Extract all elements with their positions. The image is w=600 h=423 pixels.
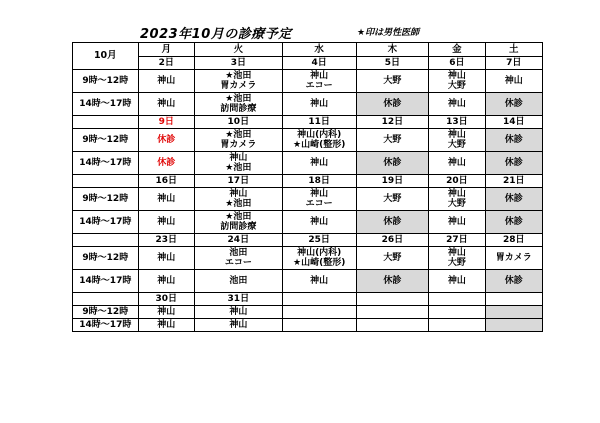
date-row [73, 234, 543, 247]
cell-line: 胃カメラ [220, 140, 257, 150]
slot-label: 14時～17時 [73, 211, 139, 234]
schedule-cell [194, 188, 282, 211]
weekday-header-row [73, 43, 543, 57]
cell-line: 神山 [447, 248, 466, 258]
cell-line: 訪問診療 [220, 104, 257, 114]
schedule-cell [356, 129, 429, 152]
cell-line: 大野 [383, 76, 402, 86]
schedule-cell [356, 319, 429, 332]
cell-line: ★池田 [225, 199, 252, 209]
schedule-cell [485, 247, 543, 270]
cell-line: 神山 [229, 153, 248, 163]
cell-line: 大野 [383, 253, 402, 263]
date-cell: 30日 [138, 293, 194, 306]
cell-line: 神山 [310, 276, 329, 286]
cell-line: 神山 [157, 320, 176, 330]
schedule-cell [429, 319, 485, 332]
schedule-cell [356, 188, 429, 211]
cell-line: ★池田 [225, 71, 252, 81]
schedule-cell [429, 152, 485, 175]
date-cell: 3日 [194, 57, 282, 70]
schedule-cell [282, 129, 356, 152]
cell-line: 休診 [157, 135, 176, 145]
cell-line: 神山 [504, 76, 523, 86]
date-cell: 13日 [429, 116, 485, 129]
date-cell: 17日 [194, 175, 282, 188]
schedule-cell [356, 152, 429, 175]
weekday-thu: 木 [356, 43, 429, 57]
date-row [73, 293, 543, 306]
schedule-table [72, 42, 543, 332]
date-cell: 2日 [138, 57, 194, 70]
cell-line: 神山 [157, 217, 176, 227]
date-cell: 11日 [282, 116, 356, 129]
cell-line: 胃カメラ [220, 81, 257, 91]
schedule-cell [138, 152, 194, 175]
schedule-cell [429, 247, 485, 270]
cell-line: 大野 [447, 258, 466, 268]
date-row-label [73, 293, 139, 306]
date-cell: 28日 [485, 234, 543, 247]
date-cell: 21日 [485, 175, 543, 188]
cell-line: 休診 [383, 158, 402, 168]
cell-line: 神山 [229, 320, 248, 330]
schedule-cell [194, 247, 282, 270]
cell-line: 神山 [157, 76, 176, 86]
date-cell: 23日 [138, 234, 194, 247]
cell-line: ★池田 [225, 212, 252, 222]
cell-line: 池田 [229, 276, 248, 286]
date-cell: 10日 [194, 116, 282, 129]
cell-line: 神山 [310, 158, 329, 168]
cell-line: 神山 [229, 307, 248, 317]
date-cell: 9日 [138, 116, 194, 129]
cell-line: 大野 [447, 199, 466, 209]
cell-line: 大野 [447, 140, 466, 150]
slot-row-am [73, 306, 543, 319]
cell-line: 大野 [383, 194, 402, 204]
weekday-sat: 土 [485, 43, 543, 57]
cell-line: エコー [224, 258, 252, 268]
slot-label: 9時～12時 [73, 188, 139, 211]
date-cell: 20日 [429, 175, 485, 188]
cell-line: 訪問診療 [220, 222, 257, 232]
cell-line: 神山 [447, 71, 466, 81]
slot-row-am [73, 129, 543, 152]
schedule-cell [485, 306, 543, 319]
slot-row-am [73, 247, 543, 270]
date-cell: 19日 [356, 175, 429, 188]
schedule-cell [194, 152, 282, 175]
slot-row-pm [73, 152, 543, 175]
page-title: 2023年10月の診療予定 [140, 27, 292, 42]
schedule-cell [138, 211, 194, 234]
schedule-cell [282, 93, 356, 116]
cell-line: 神山 [157, 307, 176, 317]
schedule-cell [485, 129, 543, 152]
slot-row-pm [73, 93, 543, 116]
date-cell: 4日 [282, 57, 356, 70]
cell-line: エコー [305, 199, 333, 209]
cell-line: 神山(内科) [297, 248, 342, 258]
schedule-cell [194, 211, 282, 234]
schedule-cell [138, 93, 194, 116]
schedule-cell [356, 70, 429, 93]
cell-line: 休診 [504, 276, 523, 286]
date-cell: 18日 [282, 175, 356, 188]
schedule-cell [282, 247, 356, 270]
weekday-wed: 水 [282, 43, 356, 57]
slot-row-pm [73, 270, 543, 293]
schedule-cell [485, 319, 543, 332]
date-cell: 31日 [194, 293, 282, 306]
slot-label: 14時～17時 [73, 270, 139, 293]
date-row-label [73, 116, 139, 129]
cell-line: 休診 [383, 217, 402, 227]
cell-line: 神山 [447, 99, 466, 109]
cell-line: 神山(内科) [297, 130, 342, 140]
date-row-label [73, 175, 139, 188]
schedule-cell [282, 211, 356, 234]
schedule-cell [194, 93, 282, 116]
date-cell: 7日 [485, 57, 543, 70]
schedule-cell [485, 188, 543, 211]
date-cell: 25日 [282, 234, 356, 247]
cell-line: 休診 [504, 194, 523, 204]
cell-line: ★山崎(整形) [293, 140, 346, 150]
cell-line: 神山 [447, 158, 466, 168]
schedule-cell [429, 70, 485, 93]
schedule-cell [356, 211, 429, 234]
slot-label: 14時～17時 [73, 93, 139, 116]
schedule-cell [138, 306, 194, 319]
schedule-cell [138, 188, 194, 211]
cell-line: 胃カメラ [495, 253, 532, 263]
date-row [73, 57, 543, 70]
schedule-cell [485, 70, 543, 93]
weekday-fri: 金 [429, 43, 485, 57]
schedule-cell [429, 93, 485, 116]
slot-label: 9時～12時 [73, 306, 139, 319]
date-cell: 14日 [485, 116, 543, 129]
schedule-cell [429, 129, 485, 152]
date-cell: 12日 [356, 116, 429, 129]
slot-label: 9時～12時 [73, 247, 139, 270]
cell-line: 神山 [157, 99, 176, 109]
cell-line: ★池田 [225, 94, 252, 104]
legend-note: ★印は男性医師 [357, 28, 420, 38]
date-cell [429, 293, 485, 306]
schedule-cell [429, 270, 485, 293]
date-row [73, 175, 543, 188]
slot-label: 14時～17時 [73, 152, 139, 175]
cell-line: 大野 [447, 81, 466, 91]
schedule-cell [194, 270, 282, 293]
cell-line: 休診 [504, 135, 523, 145]
schedule-cell [138, 319, 194, 332]
date-cell [356, 293, 429, 306]
schedule-cell [138, 247, 194, 270]
cell-line: ★池田 [225, 130, 252, 140]
cell-line: 池田 [229, 248, 248, 258]
cell-line: 神山 [310, 189, 329, 199]
schedule-cell [485, 270, 543, 293]
slot-row-am [73, 70, 543, 93]
cell-line: 大野 [383, 135, 402, 145]
cell-line: 休診 [504, 158, 523, 168]
cell-line: 神山 [447, 276, 466, 286]
date-cell: 5日 [356, 57, 429, 70]
cell-line: ★池田 [225, 163, 252, 173]
schedule-cell [282, 319, 356, 332]
cell-line: 神山 [157, 276, 176, 286]
date-cell [282, 293, 356, 306]
slot-label: 9時～12時 [73, 70, 139, 93]
schedule-cell [356, 247, 429, 270]
cell-line: 神山 [447, 189, 466, 199]
cell-line: 休診 [504, 99, 523, 109]
schedule-cell [194, 319, 282, 332]
cell-line: 神山 [310, 99, 329, 109]
cell-line: 休診 [157, 158, 176, 168]
weekday-mon: 月 [138, 43, 194, 57]
date-cell: 6日 [429, 57, 485, 70]
weekday-tue: 火 [194, 43, 282, 57]
cell-line: 休診 [504, 217, 523, 227]
cell-line: 神山 [157, 194, 176, 204]
cell-line: 神山 [447, 130, 466, 140]
schedule-cell [429, 211, 485, 234]
schedule-cell [429, 188, 485, 211]
month-label: 10月 [73, 43, 139, 70]
date-cell: 24日 [194, 234, 282, 247]
schedule-cell [138, 129, 194, 152]
cell-line: ★山崎(整形) [293, 258, 346, 268]
date-cell: 27日 [429, 234, 485, 247]
schedule-cell [282, 188, 356, 211]
slot-row-am [73, 188, 543, 211]
schedule-cell [282, 270, 356, 293]
cell-line: 神山 [157, 253, 176, 263]
schedule-cell [356, 306, 429, 319]
schedule-cell [194, 129, 282, 152]
cell-line: エコー [305, 81, 333, 91]
slot-label: 14時～17時 [73, 319, 139, 332]
date-cell: 26日 [356, 234, 429, 247]
date-row-label [73, 234, 139, 247]
slot-label: 9時～12時 [73, 129, 139, 152]
schedule-cell [138, 70, 194, 93]
date-cell [485, 293, 543, 306]
cell-line: 神山 [310, 217, 329, 227]
date-cell: 16日 [138, 175, 194, 188]
slot-row-pm [73, 319, 543, 332]
schedule-cell [356, 93, 429, 116]
schedule-cell [485, 93, 543, 116]
cell-line: 神山 [229, 189, 248, 199]
schedule-cell [282, 152, 356, 175]
schedule-cell [485, 152, 543, 175]
schedule-cell [194, 306, 282, 319]
schedule-cell [194, 70, 282, 93]
slot-row-pm [73, 211, 543, 234]
schedule-cell [485, 211, 543, 234]
cell-line: 神山 [310, 71, 329, 81]
date-row [73, 116, 543, 129]
cell-line: 休診 [383, 99, 402, 109]
schedule-cell [282, 306, 356, 319]
schedule-cell [429, 306, 485, 319]
schedule-cell [282, 70, 356, 93]
cell-line: 休診 [383, 276, 402, 286]
cell-line: 神山 [447, 217, 466, 227]
schedule-cell [138, 270, 194, 293]
schedule-cell [356, 270, 429, 293]
